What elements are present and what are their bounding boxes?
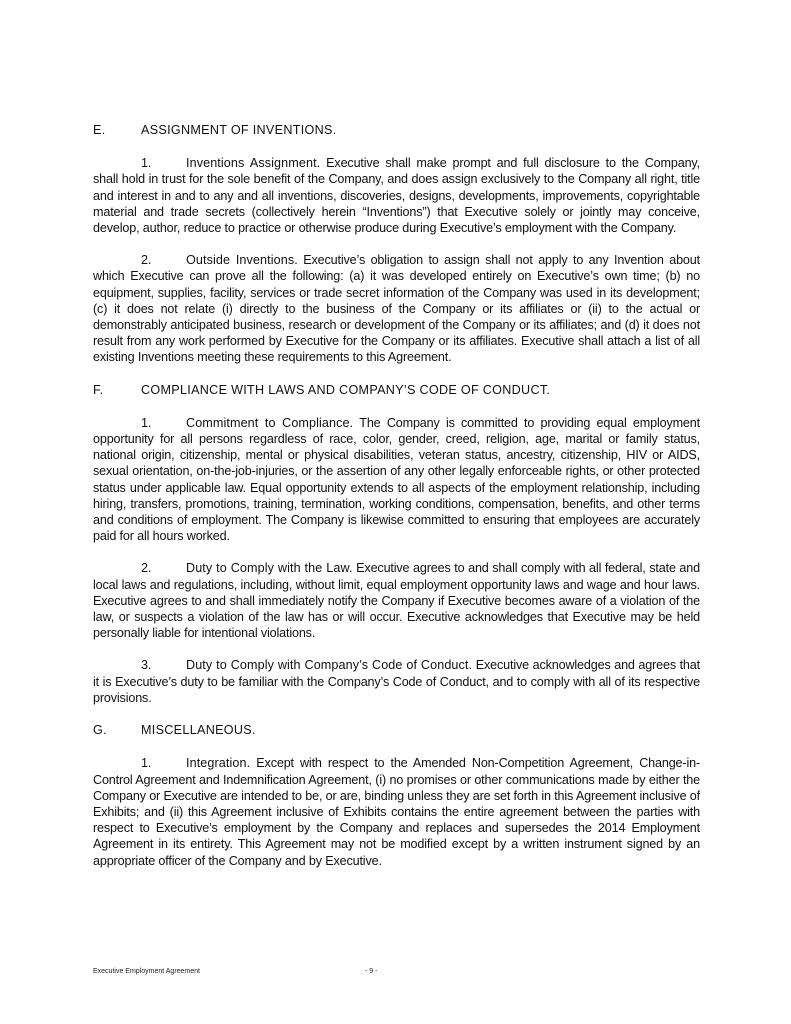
paragraph-title: Duty to Comply with the Law. (186, 561, 353, 576)
section-letter: E. (93, 123, 106, 137)
paragraph-text: Except with respect to the Amended Non-Competition Agreement, Change-in-Control Agreement and Indemnification Agreement, (i) no promises or other communications made by either the Company or Executive are intended to be, or are, binding unless they are set forth in this Agreement inclusive of Exhibits; and (ii) this Agreement inclusive of Exhibits contains the entire agreement between the parties with respect to Executive’s employment by the Company and replaces and supersedes the 2014 Employment Agreement in its entirety. This Agreement may not be modified except by a written instrument signed by an appropriate officer of the Company and by Executive. (93, 756, 700, 868)
paragraph-text: Executive acknowledges and agrees that it is Executive’s duty to be familiar with the Company’s Code of Conduct, and to comply with all of its respective provisions. (93, 658, 700, 705)
paragraph-title: Duty to Comply with Company’s Code of Conduct. (186, 658, 473, 673)
paragraph-outside-inventions (93, 252, 700, 365)
paragraph-integration (93, 755, 700, 868)
section-heading-g (93, 722, 700, 738)
paragraph-text: Executive shall make prompt and full disclosure to the Company, shall hold in trust for the sole benefit of the Company, and does assign exclusively to the Company all right, title and interest in and to any and all inventions, discoveries, designs, developments, improvements, copyrightable material and trade secrets (collectively herein “Inventions”) that Executive solely or jointly may conceive, develop, author, reduce to practice or otherwise produce during Executive’s employment with the Company. (93, 156, 700, 236)
document-page (93, 122, 700, 885)
paragraph-number: 1. (141, 756, 152, 771)
paragraph-duty-to-comply-law (93, 560, 700, 641)
section-title: MISCELLANEOUS. (141, 723, 256, 738)
footer-document-title: Executive Employment Agreement (93, 968, 200, 975)
paragraph-inventions-assignment (93, 155, 700, 236)
paragraph-number: 2. (141, 561, 152, 576)
paragraph-title: Outside Inventions. (186, 253, 298, 268)
section-heading-e (93, 122, 700, 138)
paragraph-title: Commitment to Compliance. (186, 415, 354, 430)
paragraph-text: The Company is committed to providing equal employment opportunity for all persons regardless of race, color, gender, creed, religion, age, marital or family status, national origin, citizenship, mental or physical disabilities, veteran status, ancestry, citizenship, HIV or AIDS, sexual orientation, on-the-job-injuries, or the assertion of any other legally enforceable rights, or other protected status under applicable law. Equal opportunity extends to all aspects of the employment relationship, including hiring, transfers, promotions, training, termination, working conditions, compensation, benefits, and other terms and conditions of employment. The Company is likewise committed to ensuring that employees are accurately paid for all hours worked. (93, 415, 700, 544)
paragraph-title: Integration. (186, 756, 251, 771)
section-letter: F. (93, 382, 104, 397)
paragraph-number: 1. (141, 415, 152, 430)
paragraph-number: 2. (141, 253, 152, 268)
section-letter: G. (93, 723, 107, 738)
footer-page-number: - 9 - (365, 968, 378, 975)
section-title: COMPLIANCE WITH LAWS AND COMPANY’S CODE OF CONDUCT. (141, 382, 551, 397)
section-heading-f (93, 382, 700, 398)
section-title: ASSIGNMENT OF INVENTIONS. (141, 123, 337, 137)
paragraph-number: 1. (141, 156, 152, 171)
paragraph-commitment-to-compliance (93, 415, 700, 545)
paragraph-duty-to-comply-code (93, 657, 700, 706)
paragraph-text: Executive’s obligation to assign shall not apply to any Invention about which Executive can prove all the following: (a) it was developed entirely on Executive’s own time; (b) no equipment, supplies, facility, services or trade secret information of the Company was used in its development; (c) it does not relate (i) directly to the business of the Company or its affiliates or (ii) to the actual or demonstrably anticipated business, research or development of the Company or its affiliates; and (d) it does not result from any work performed by Executive for the Company or its affiliates. Executive shall attach a list of all existing Inventions meeting these requirements to this Agreement. (93, 253, 700, 365)
paragraph-title: Inventions Assignment. (186, 156, 321, 171)
paragraph-number: 3. (141, 658, 152, 673)
paragraph-text: Executive agrees to and shall comply with all federal, state and local laws and regulations, including, without limit, equal employment opportunity laws and wage and hour laws. Executive agrees to and shall immediately notify the Company if Executive becomes aware of a violation of the law, or suspects a violation of the law has or will occur. Executive acknowledges that Executive may be held personally liable for intentional violations. (93, 561, 700, 641)
